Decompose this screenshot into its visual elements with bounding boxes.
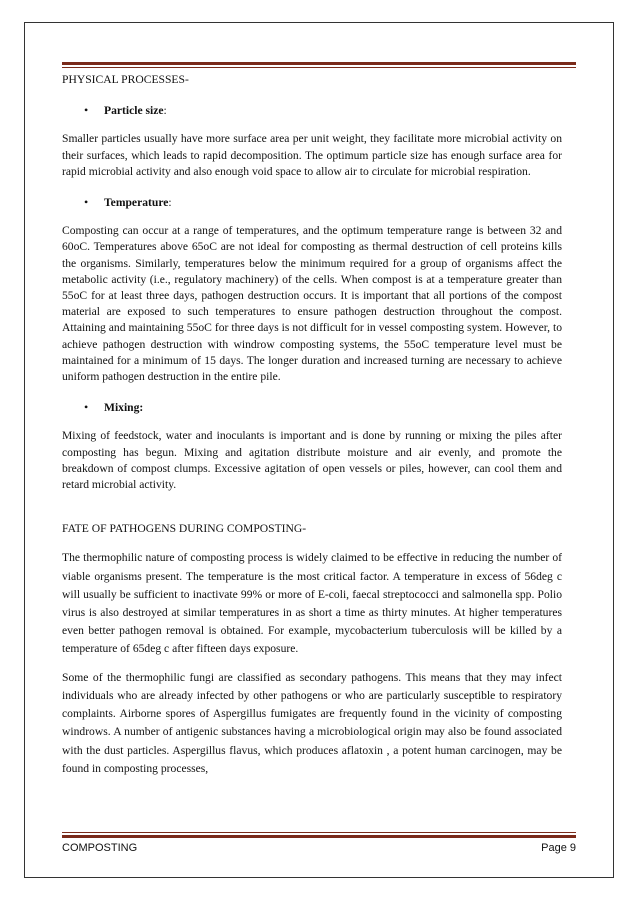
bullet-label: Mixing: (104, 401, 144, 415)
bullet-dot-icon: • (84, 195, 89, 210)
bullet-label: Particle size (104, 104, 164, 118)
bullet-temperature: • Temperature: (84, 195, 172, 210)
paragraph-temperature: Composting can occur at a range of temperatures, and the optimum temperature range is between 32 and 60oC. Temperatures above 65oC are not ideal for composting as thermal destruction of cell proteins kills the organisms. Similarly, temperatures below the minimum required for a group of organisms affect the metabolic activity (i.e., regulatory machinery) of the cells. When compost is at a temperature greater than 55oC for at least three days, pathogen destruction occurs. It is important that all portions of the compost material are exposed to such temperatures to ensure pathogen destruction throughout the compost. Attaining and maintaining 55oC for three days is not difficult for in vessel composting system. However, to achieve pathogen destruction with windrow composting systems, the 55oC temperature level must be maintained for a minimum of 15 days. The longer duration and increased turning are necessary to achieve uniform pathogen destruction in the entire pile. (62, 224, 562, 384)
bullet-particle-size: • Particle size: (84, 103, 167, 118)
bullet-dot-icon: • (84, 400, 89, 415)
header-rule (62, 62, 576, 68)
paragraph-mixing: Mixing of feedstock, water and inoculants is important and is done by running or mixing the piles after composting has begun. Mixing and agitation distribute moisture and air evenly, and promote the breakdown of compost clumps. Excessive agitation of open vessels or piles, however, can cool them and retard microbial activity. (62, 429, 562, 492)
bullet-mixing (84, 399, 562, 416)
footer-title: COMPOSTING (62, 842, 138, 854)
paragraph-fate-1: The thermophilic nature of composting process is widely claimed to be effective in reducing the number of viable organisms present. The temperature is the most critical factor. A temperature in excess of 56deg c will usually be sufficient to inactivate 99% or more of E-coli, faecal streptococci and salmonella spp. Polio virus is also destroyed at similar temperatures in as short a time as thirty minutes. At higher temperatures even better pathogen removal is obtained. For example, mycobacterium tuberculosis will be killed by a temperature of 65deg c after fifteen days exposure. (62, 551, 562, 656)
page-number: Page 9 (541, 842, 576, 854)
section-heading-fate-of-pathogens: FATE OF PATHOGENS DURING COMPOSTING- (62, 522, 307, 536)
page-footer (62, 842, 576, 854)
footer-rule (62, 832, 576, 838)
bullet-dot-icon: • (84, 103, 89, 118)
bullet-label: Temperature (104, 196, 169, 210)
section-heading-physical-processes: PHYSICAL PROCESSES- (62, 73, 189, 86)
document-body (62, 72, 562, 778)
paragraph-particle-size: Smaller particles usually have more surface area per unit weight, they facilitate more microbial activity on their surfaces, which leads to rapid decomposition. The optimum particle size has enough surface area for rapid microbial activity and also enough void space to allow air to circulate for microbial respiration. (62, 132, 562, 178)
paragraph-fate-2: Some of the thermophilic fungi are classified as secondary pathogens. This means that they may infect individuals who are already infected by other pathogens or who are particularly susceptible to respiratory complaints. Airborne spores of Aspergillus fumigates are frequently found in the vicinity of composting windrows. A number of antigenic substances having a microbiological origin may also be found associated with the dust particles. Aspergillus flavus, which produces aflatoxin , a potent human carcinogen, may be found in composting processes, (62, 670, 562, 775)
